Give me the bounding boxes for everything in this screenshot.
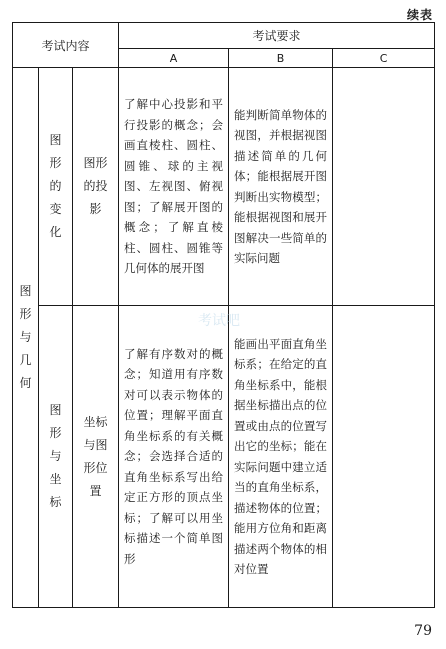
section-cell bbox=[13, 68, 39, 608]
level-c-header: C bbox=[333, 49, 435, 68]
category-label: 图形与坐标 bbox=[49, 403, 62, 509]
header-requirements: 考试要求 bbox=[119, 23, 435, 49]
level-a-header: A bbox=[119, 49, 229, 68]
watermark: 考试吧 bbox=[198, 313, 240, 329]
requirement-a: 了解有序数对的概念；知道用有序数对可以表示物体的位置；理解平面直角坐标系的有关概念；会选择合适的直角坐标系写出给定正方形的顶点坐标；了解可以用坐标描述一个简单图形 bbox=[119, 306, 229, 608]
continued-label: 续表 bbox=[406, 8, 433, 22]
category-cell bbox=[39, 68, 73, 306]
page-number: 79 bbox=[414, 623, 432, 639]
header-content: 考试内容 bbox=[13, 23, 119, 68]
section-label: 图形与几何 bbox=[19, 284, 32, 390]
requirement-b: 能画出平面直角坐标系；在给定的直角坐标系中，能根据坐标描出点的位置或由点的位置写出它的坐标；能在实际问题中建立适当的直角坐标系，描述物体的位置；能用方位角和距离描述两个物体的相对位置 bbox=[229, 306, 333, 608]
requirement-c bbox=[333, 68, 435, 306]
category-label: 图形的变化 bbox=[49, 133, 62, 239]
requirement-b: 能判断简单物体的视图，并根据视图描述简单的几何体；能根据展开图判断出实物模型；能根据视图和展开图解决一些简单的实际问题 bbox=[229, 68, 333, 306]
requirement-c bbox=[333, 306, 435, 608]
topic-cell bbox=[73, 68, 119, 306]
requirement-a: 了解中心投影和平行投影的概念；会画直棱柱、圆柱、圆锥、球的主视图、左视图、俯视图；了解展开图的概念；了解直棱柱、圆柱、圆锥等几何体的展开图 bbox=[119, 68, 229, 306]
topic-label: 图形的投影 bbox=[83, 156, 108, 216]
topic-cell bbox=[73, 306, 119, 608]
topic-label: 坐标与图形位置 bbox=[83, 414, 108, 498]
category-cell bbox=[39, 306, 73, 608]
level-b-header: B bbox=[229, 49, 333, 68]
